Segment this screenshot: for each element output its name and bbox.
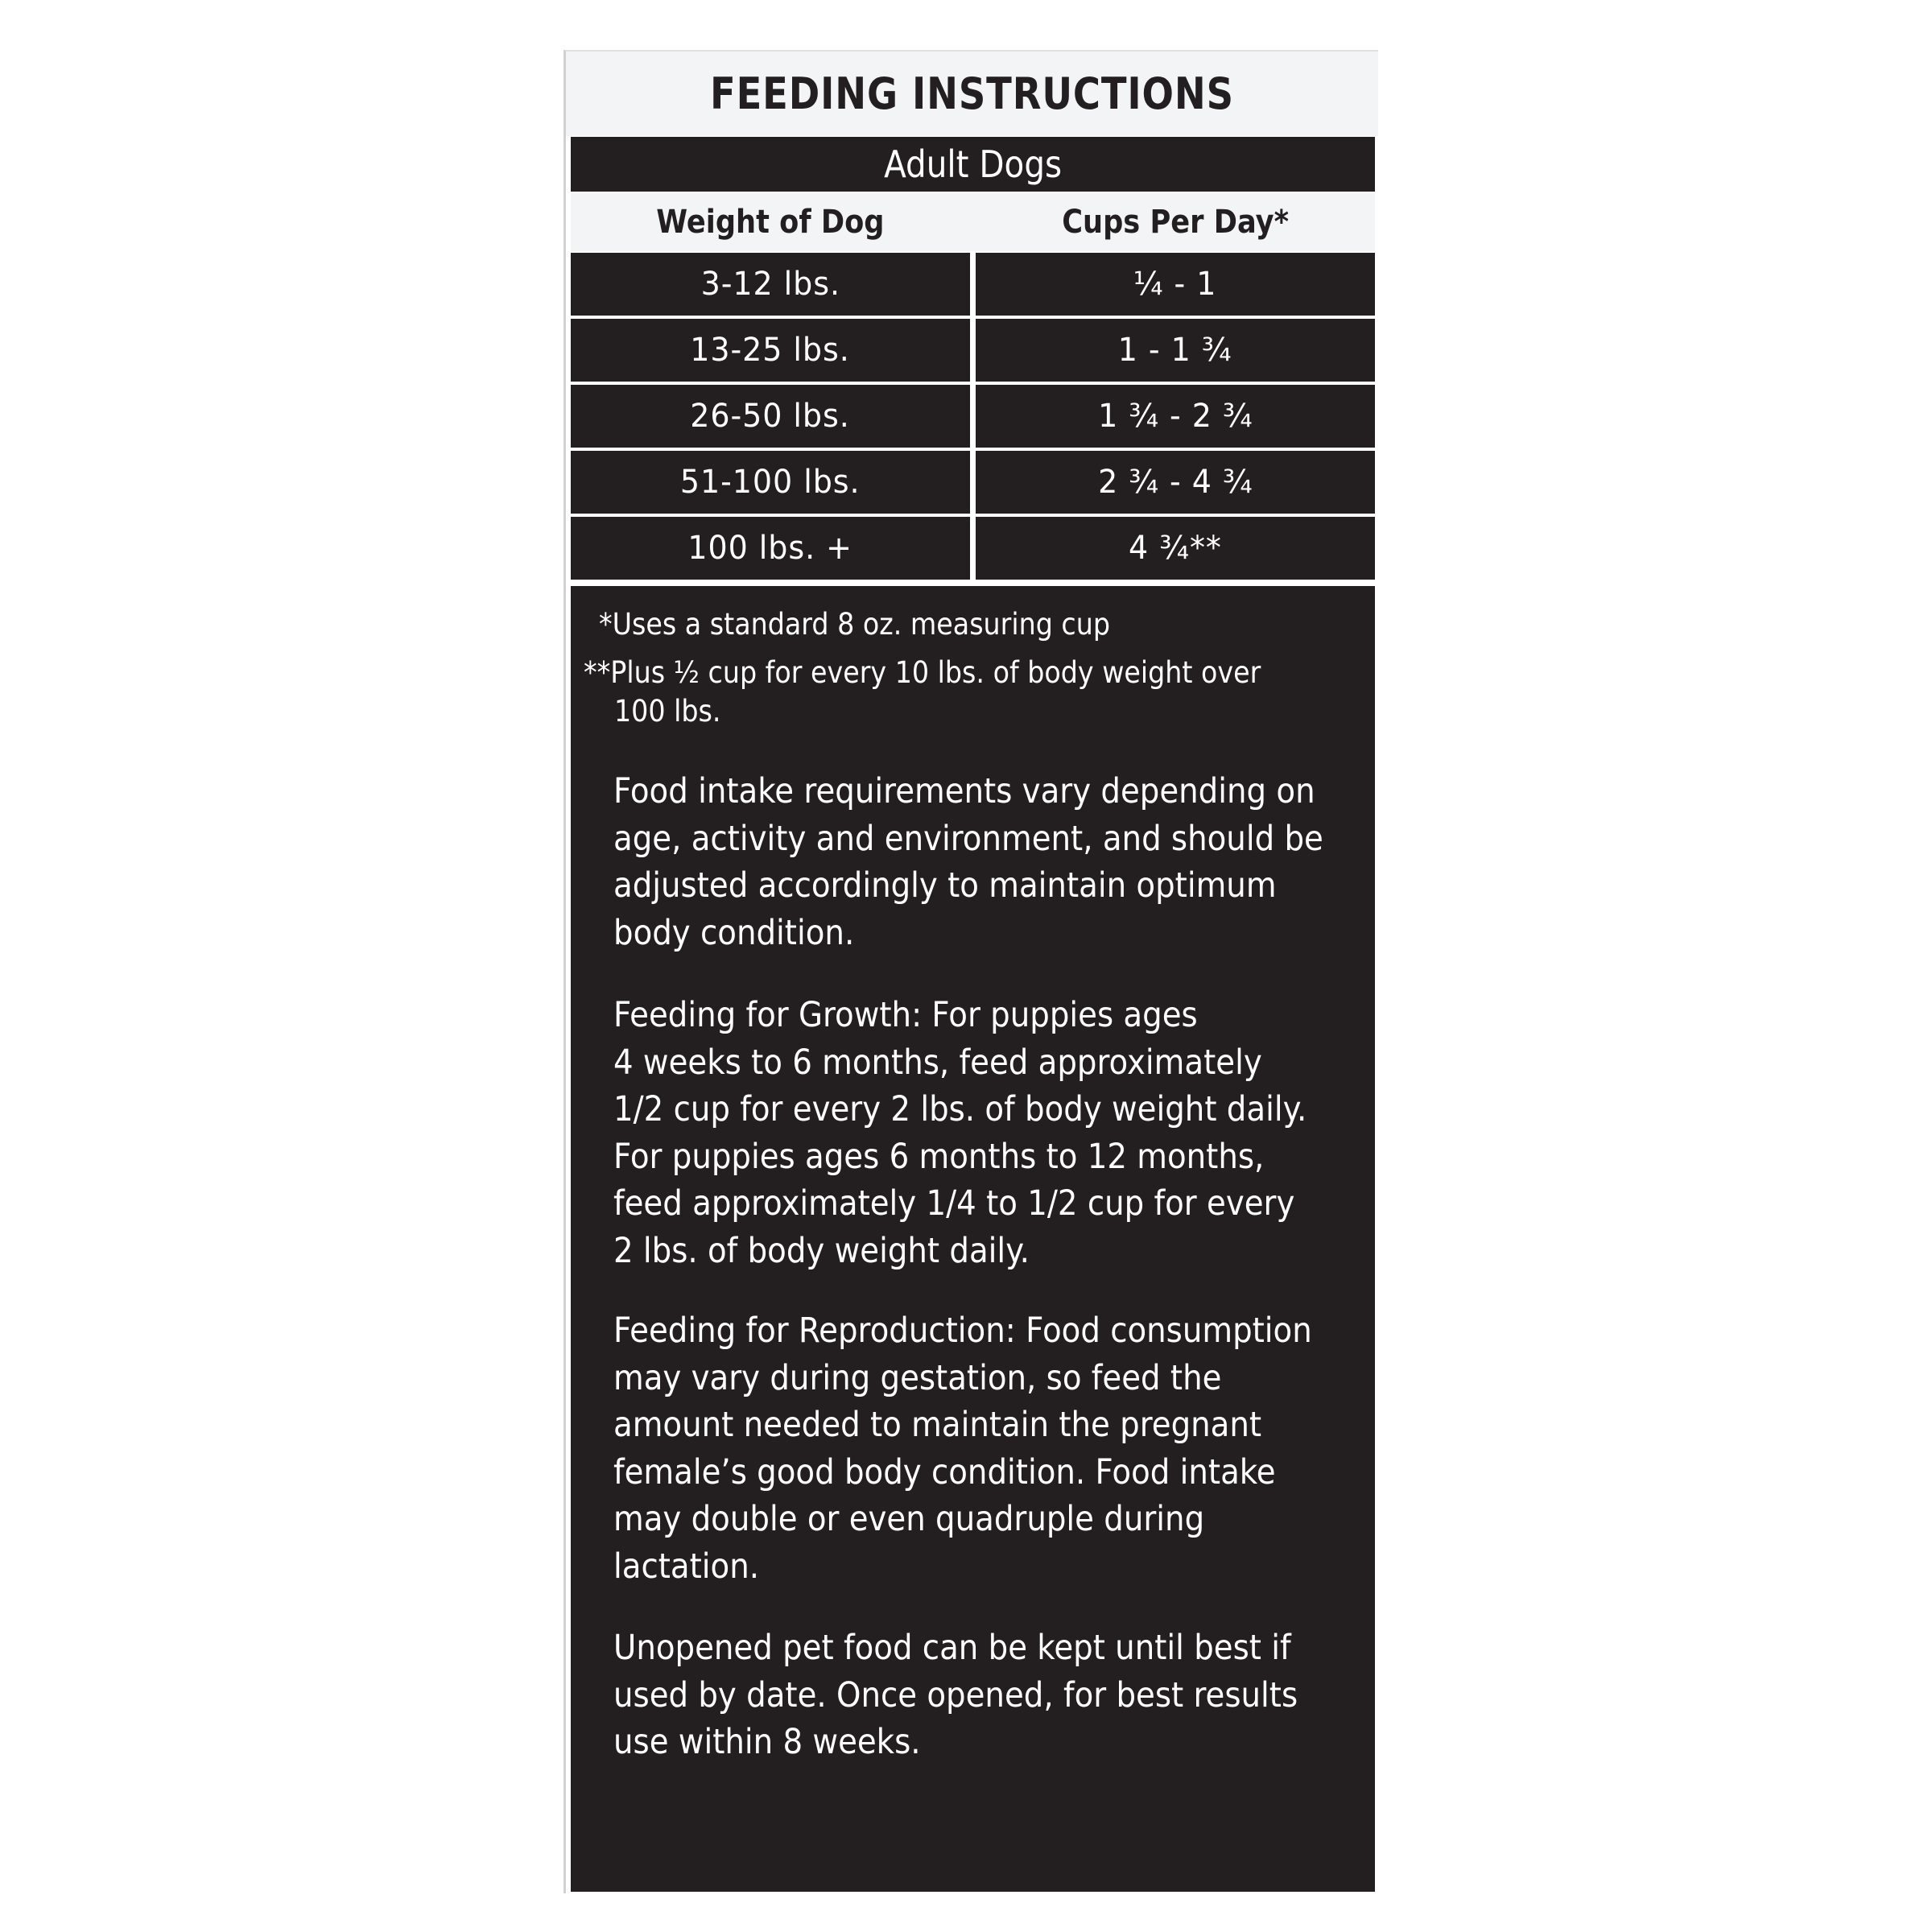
column-header-row [571,193,1375,251]
cups-cell: 2 ¾ - 4 ¾ [976,451,1375,514]
cups-cell: ¼ - 1 [976,253,1375,316]
paragraph-reproduction: Feeding for Reproduction: Food consumption may vary during gestation, so feed the amount needed to maintain the pregnant female’s good body condition. Food intake may double or even quadruple during lactation. [613,1311,1312,1587]
table-row [571,385,1375,451]
paragraph-storage: Unopened pet food can be kept until best if used by date. Once opened, for best results use within 8 weeks. [613,1628,1298,1762]
paragraph-intake: Food intake requirements vary depending on age, activity and environment, and should be adjusted accordingly to maintain optimum body condition. [613,771,1323,953]
notes-block [571,586,1375,1892]
table-row [571,253,1375,319]
footnote-over-100-line1: **Plus ½ cup for every 10 lbs. of body weight over [584,655,1261,690]
weight-cell: 100 lbs. + [571,517,970,580]
section-header [571,137,1375,192]
weight-cell: 13-25 lbs. [571,319,970,382]
paragraph-growth: Feeding for Growth: For puppies ages 4 weeks to 6 months, feed approximately 1/2 cup for every 2 lbs. of body weight daily. For puppies ages 6 months to 12 months, feed approximately 1/4 to 1/2 cup for every 2 lbs. of body weight daily. [613,995,1307,1271]
feeding-table [571,253,1375,583]
weight-cell: 26-50 lbs. [571,385,970,448]
section-label: Adult Dogs [883,142,1063,186]
table-row [571,319,1375,385]
title-band [566,52,1378,136]
table-row [571,451,1375,517]
cups-cell: 1 ¾ - 2 ¾ [976,385,1375,448]
table-row [571,517,1375,583]
weight-cell: 3-12 lbs. [571,253,970,316]
column-header-cups: Cups Per Day* [1062,204,1289,241]
cups-cell: 4 ¾** [976,517,1375,580]
footnote-over-100-line2: 100 lbs. [614,694,721,729]
column-header-weight: Weight of Dog [656,204,885,241]
page-title: FEEDING INSTRUCTIONS [710,68,1234,119]
footnote-measuring-cup: *Uses a standard 8 oz. measuring cup [599,607,1110,642]
cups-cell: 1 - 1 ¾ [976,319,1375,382]
weight-cell: 51-100 lbs. [571,451,970,514]
feeding-instructions-panel [564,50,1378,1893]
